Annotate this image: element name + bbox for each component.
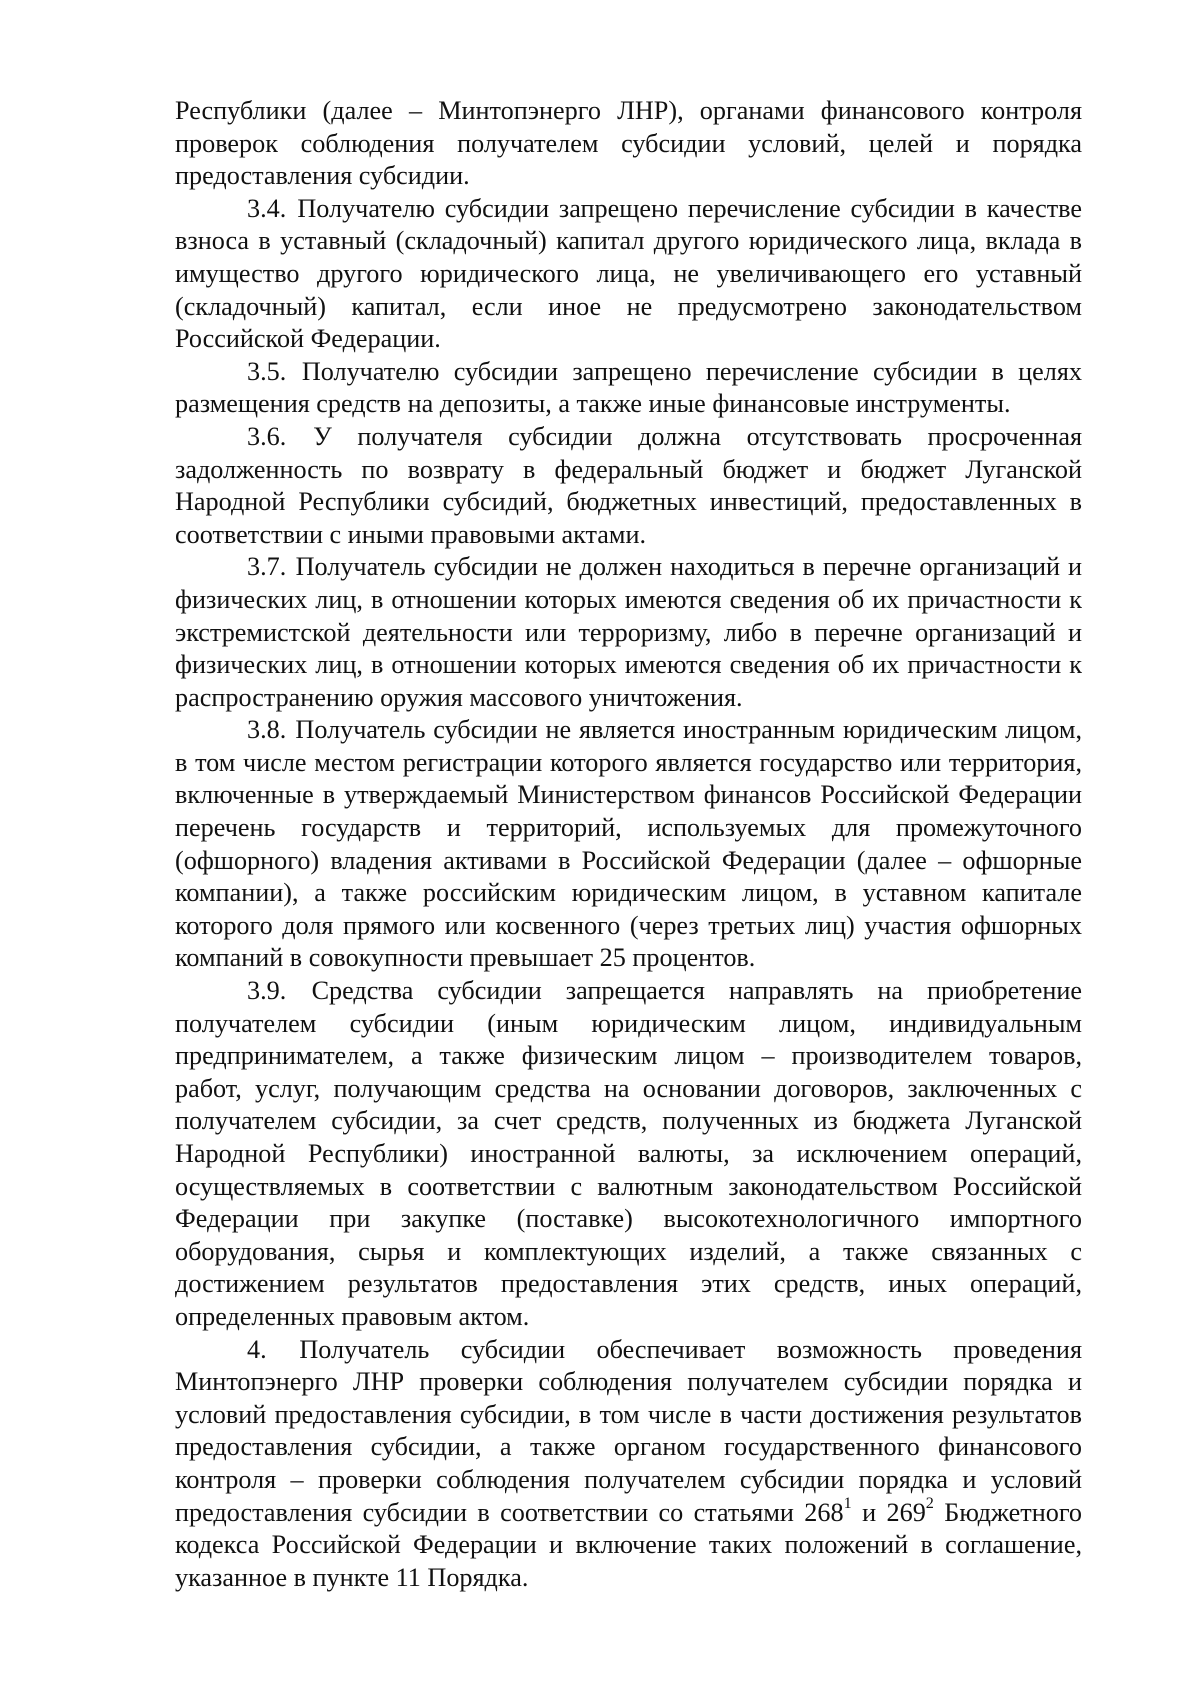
paragraph-3-7 <box>175 551 1082 714</box>
paragraph-number: 3.4. <box>247 193 287 223</box>
superscript-article-268: 1 <box>843 1494 852 1513</box>
paragraph-continuation <box>175 95 1082 193</box>
paragraph-text: Республики (далее – Минтопэнерго ЛНР), органами финансового контроля проверок соблюдения получателем субсидии условий, целей и порядка предоставления субсидии. <box>175 96 1082 191</box>
paragraph-3-8 <box>175 714 1082 975</box>
paragraph-number: 3.9. <box>247 976 287 1006</box>
paragraph-3-5 <box>175 356 1082 421</box>
paragraph-text: Бюджетного кодекса Российской Федерации и включение таких положений в соглашение, указанное в пункте 11 Порядка. <box>175 1497 1083 1592</box>
paragraph-3-4 <box>175 193 1082 356</box>
paragraph-number: 4. <box>247 1334 267 1364</box>
paragraph-text: Получатель субсидии обеспечивает возможность проведения Минтопэнерго ЛНР проверки соблюдения получателем субсидии порядка и условий предоставления субсидии, в том числе в части достижения результатов предоставления субсидии, а также органом государственного финансового контроля – проверки соблюдения получателем субсидии порядка и условий предоставления субсидии в соответствии со статьями 268 <box>175 1334 1082 1527</box>
paragraph-4 <box>175 1334 1082 1595</box>
paragraph-number: 3.6. <box>247 421 287 451</box>
paragraph-text: У получателя субсидии должна отсутствовать просроченная задолженность по возврату в федеральный бюджет и бюджет Луганской Народной Республики субсидий, бюджетных инвестиций, предоставленных в соответствии с иными правовыми актами. <box>175 421 1082 549</box>
paragraph-number: 3.8. <box>247 715 287 745</box>
paragraph-text: Получатель субсидии не должен находиться в перечне организаций и физических лиц, в отношении которых имеются сведения об их причастности к экстремистской деятельности или терроризму, либо в перечне организаций и физических лиц, в отношении которых имеются сведения об их причастности к распространению оружия массового уничтожения. <box>175 552 1083 712</box>
paragraph-text: Получателю субсидии запрещено перечисление субсидии в качестве взноса в уставный (складочный) капитал другого юридического лица, вклада в имущество другого юридического лица, не увеличивающего его уставный (складочный) капитал, если иное не предусмотрено законодательством Российской Федерации. <box>175 193 1083 354</box>
paragraph-text: Получателю субсидии запрещено перечисление субсидии в целях размещения средств на депозиты, а также иные финансовые инструменты. <box>175 356 1083 419</box>
paragraph-number: 3.7. <box>247 552 287 582</box>
paragraph-text: и 269 <box>851 1497 926 1527</box>
paragraph-3-9 <box>175 975 1082 1334</box>
paragraph-3-6 <box>175 421 1082 551</box>
paragraph-text: Средства субсидии запрещается направлять на приобретение получателем субсидии (иным юридическим лицом, индивидуальным предпринимателем, а также физическим лицом – производителем товаров, работ, услуг, получающим средства на основании договоров, заключенных с получателем субсидии, за счет средств, полученных из бюджета Луганской Народной Республики) иностранной валюты, за исключением операций, осуществляемых в соответствии с валютным законодательством Российской Федерации при закупке (поставке) высокотехнологичного импортного оборудования, сырья и комплектующих изделий, а также связанных с достижением результатов предоставления этих средств, иных операций, определенных правовым актом. <box>175 976 1083 1331</box>
document-page <box>175 95 1082 1594</box>
paragraph-number: 3.5. <box>247 356 287 386</box>
superscript-article-269: 2 <box>925 1494 934 1513</box>
paragraph-text: Получатель субсидии не является иностранным юридическим лицом, в том числе местом регистрации которого является государство или территория, включенные в утверждаемый Министерством финансов Российской Федерации перечень государств и территорий, используемых для промежуточного (офшорного) владения активами в Российской Федерации (далее – офшорные компании), а также российским юридическим лицом, в уставном капитале которого доля прямого или косвенного (через третьих лиц) участия офшорных компаний в совокупности превышает 25 процентов. <box>175 715 1082 973</box>
